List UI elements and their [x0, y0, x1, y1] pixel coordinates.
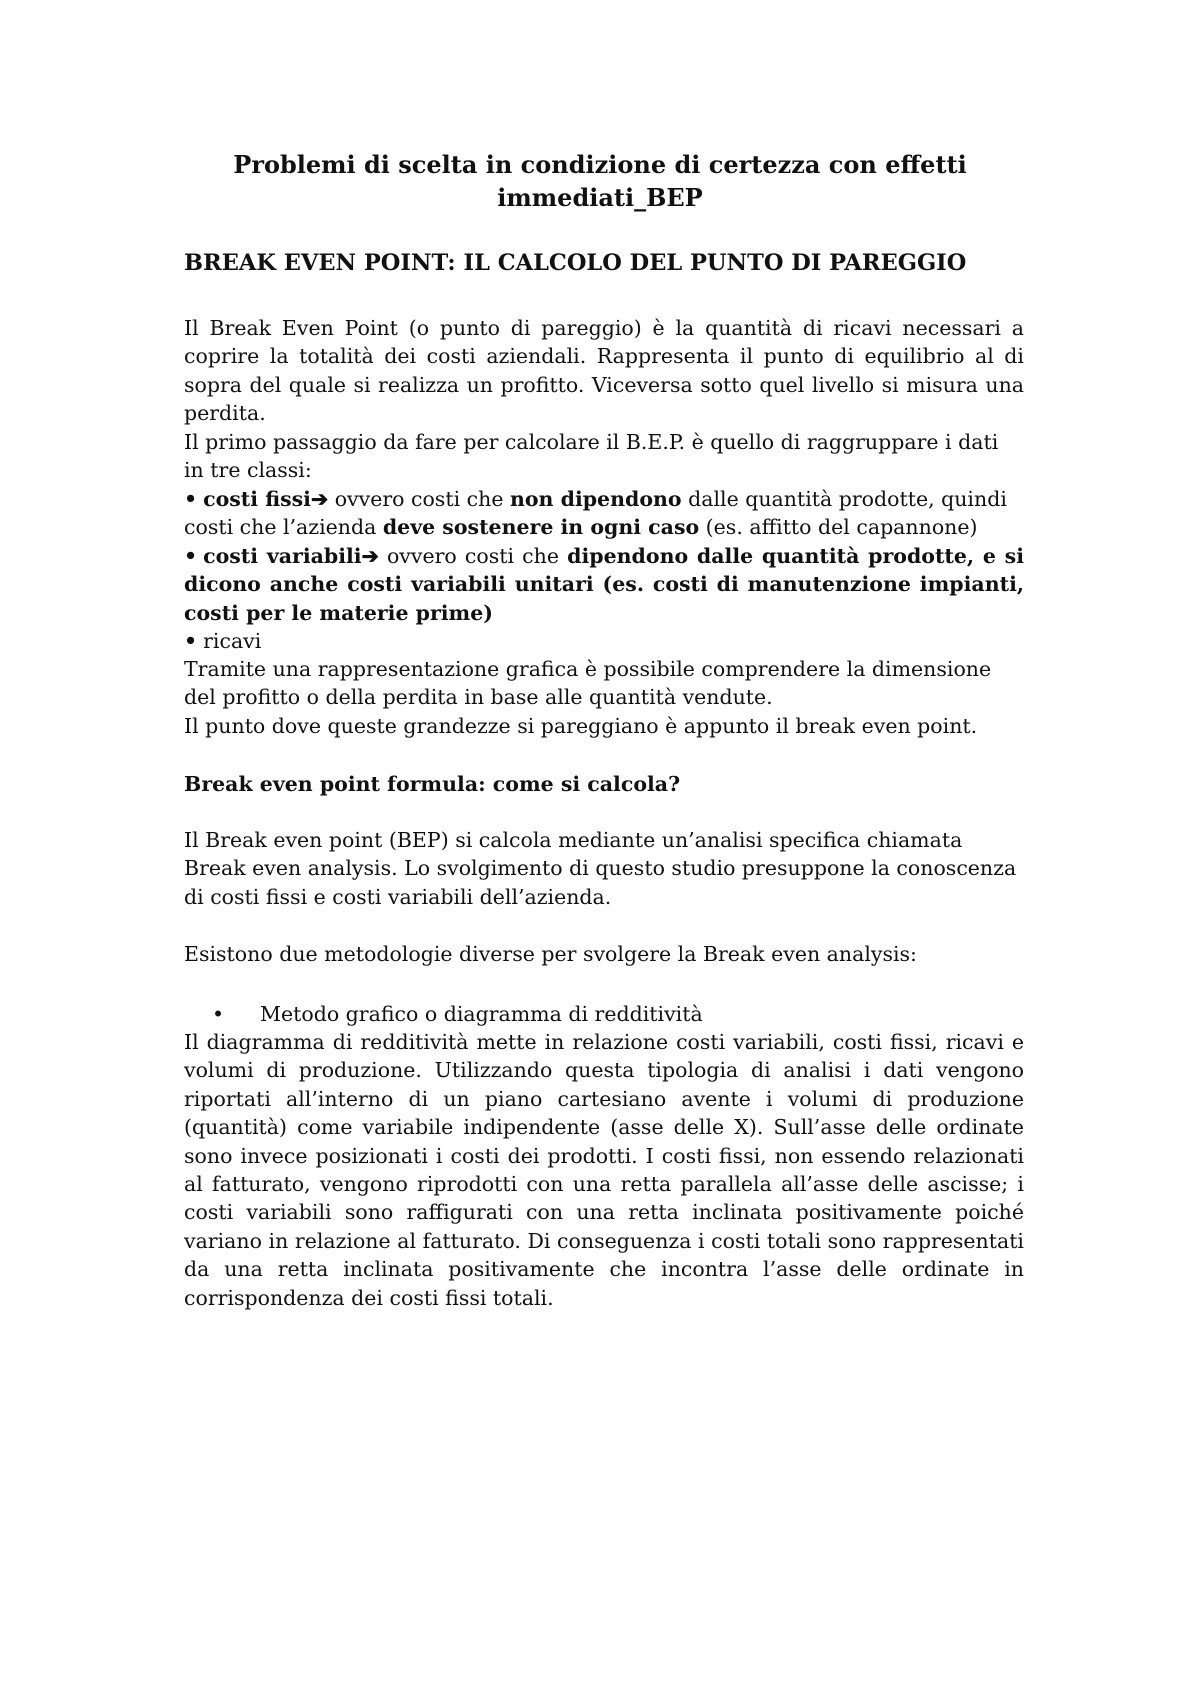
- revenues-label: ricavi: [203, 629, 262, 653]
- fixed-costs-label: costi fissi: [203, 487, 311, 511]
- bullet-icon: •: [212, 1002, 225, 1026]
- classes-intro-paragraph: Il primo passaggio da fare per calcolare il B.E.P. è quello di raggruppare i dati in tre classi:: [184, 430, 999, 483]
- bullet-icon: •: [184, 629, 198, 653]
- variable-costs-label: costi variabili: [203, 544, 362, 568]
- fixed-costs-emphasis: deve sostenere in ogni caso: [382, 515, 700, 540]
- method-item-text: Metodo grafico o diagramma di redditività: [260, 1002, 703, 1026]
- fixed-costs-text: dalle quantità prodotte, quindi costi che l’azienda: [184, 487, 1007, 540]
- variable-costs-text: ovvero costi che: [378, 544, 568, 568]
- method-list-item: [212, 1000, 703, 1028]
- method-paragraph: Il diagramma di redditività mette in relazione costi variabili, costi fissi, ricavi e volumi di produzione. Utilizzando questa tipologia di analisi i dati vengono riportati all’interno di un piano cartesiano avente i volumi di produzione (quantità) come variabile indipendente (asse delle X). Sull’asse delle ordinate sono invece posizionati i costi dei prodotti. I costi fissi, non essendo relazionati al fatturato, vengono riprodotti con una retta parallela all’asse delle ascisse; i costi variabili sono raffigurati con una retta inclinata positivamente poiché variano in relazione al fatturato. Di conseguenza i costi totali sono rappresentati da una retta inclinata positivamente che incontra l’asse delle ordinate in corrispondenza dei costi fissi totali.: [184, 1030, 1024, 1310]
- fixed-costs-text: ovvero costi che: [328, 487, 510, 511]
- intro-paragraph: Il Break Even Point (o punto di pareggio) è la quantità di ricavi necessari a coprire la totalità dei costi aziendali. Rappresenta il punto di equilibrio al di sopra del quale si realizza un profitto. Viceversa sotto quel livello si misura una perdita.: [184, 316, 1024, 426]
- formula-heading: Break even point formula: come si calcola?: [184, 772, 681, 796]
- arrow-right-icon: ➔: [361, 544, 379, 568]
- variable-costs-item: [184, 542, 1024, 627]
- fixed-costs-emphasis: non dipendono: [509, 487, 682, 511]
- section-title: BREAK EVEN POINT: IL CALCOLO DEL PUNTO DI PAREGGIO: [184, 250, 967, 276]
- document-title: Problemi di scelta in condizione di certezza con effetti immediati_BEP: [233, 150, 967, 212]
- fixed-costs-item: [184, 485, 1024, 542]
- chart-paragraph: Tramite una rappresentazione grafica è possibile comprendere la dimensione del profitto o della perdita in base alle quantità vendute.: [184, 657, 992, 710]
- revenues-item: [184, 627, 1024, 655]
- analysis-paragraph: Il Break even point (BEP) si calcola mediante un’analisi specifica chiamata Break even analysis. Lo svolgimento di questo studio presuppone la conoscenza di costi fissi e costi variabili dell’azienda.: [184, 828, 1017, 909]
- arrow-right-icon: ➔: [310, 487, 329, 511]
- bullet-icon: •: [184, 487, 198, 511]
- bep-sentence: Il punto dove queste grandezze si pareggiano è appunto il break even point.: [184, 714, 978, 738]
- fixed-costs-example: (es. affitto del capannone): [699, 515, 978, 540]
- bullet-icon: •: [184, 544, 198, 568]
- variable-costs-emphasis: dipendono dalle quantità prodotte, e si dicono anche costi variabili unitari (es. costi di manutenzione impianti, costi per le materie prime): [184, 544, 1024, 625]
- methods-intro: Esistono due metodologie diverse per svolgere la Break even analysis:: [184, 942, 917, 966]
